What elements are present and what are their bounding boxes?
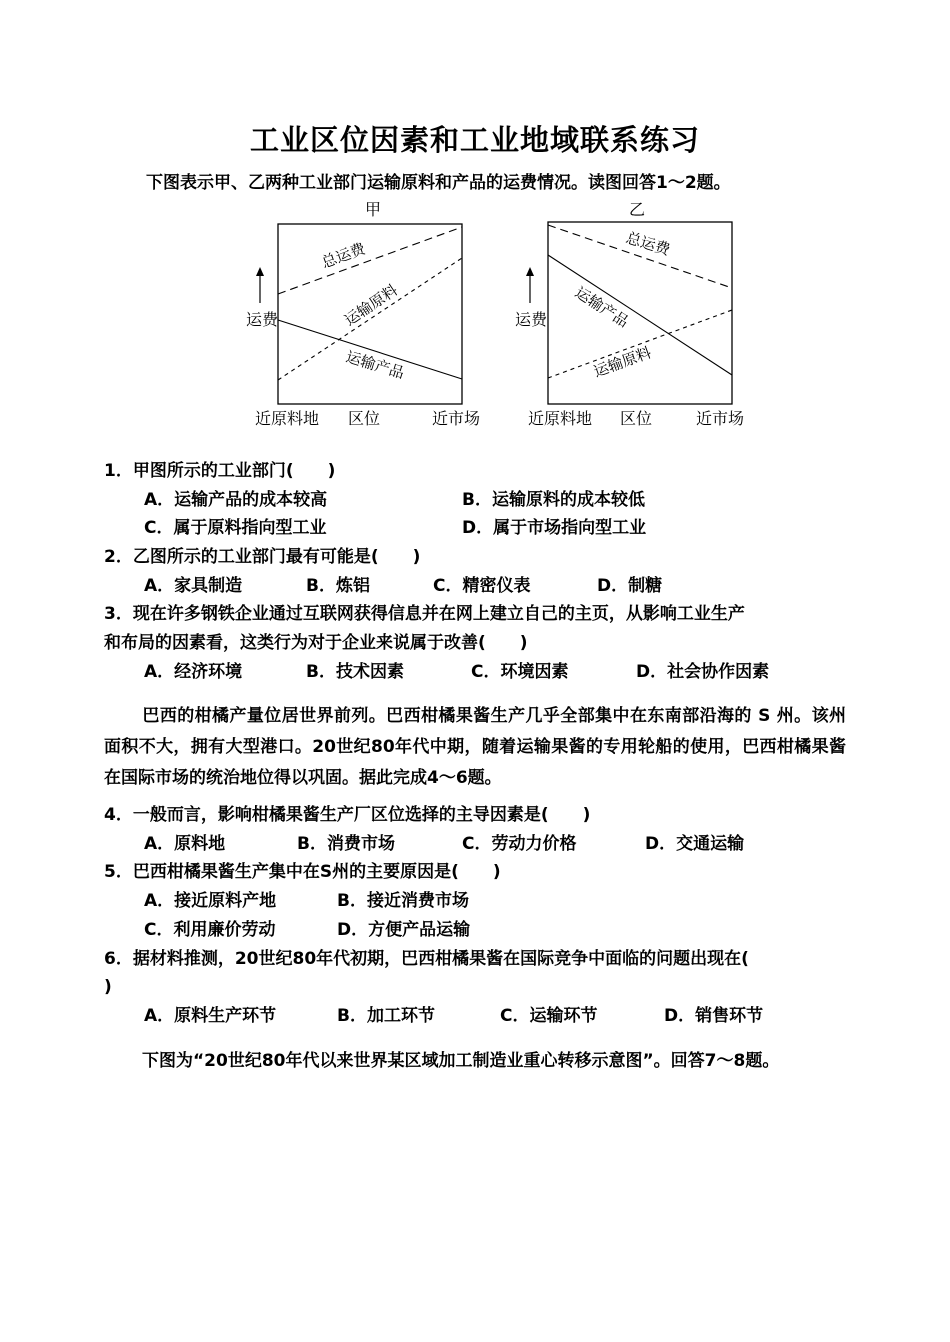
jia-y-axis-label: 运费 <box>245 310 279 329</box>
intro-text-3 <box>104 1046 846 1077</box>
q3-option-a: A．经济环境 <box>144 662 243 682</box>
intro-text-3-content: 下图为“20世纪80年代以来世界某区域加工制造业重心转移示意图”。回答7～8题。 <box>142 1051 780 1071</box>
q6-stem-line-1: 6．据材料推测，20世纪80年代初期，巴西柑橘果酱在国际竞争中面临的问题出现在( <box>104 949 749 969</box>
q3-option-c: C．环境因素 <box>471 662 569 682</box>
yi-total-cost-label: 总运费 <box>623 228 673 259</box>
q2-option-c: C．精密仪表 <box>433 576 531 596</box>
q6-option-b: B．加工环节 <box>337 1006 435 1026</box>
q2-option-b: B．炼铝 <box>306 576 370 596</box>
intro-text-1: 下图表示甲、乙两种工业部门运输原料和产品的运费情况。读图回答1～2题。 <box>146 173 731 193</box>
yi-x-label-raw: 近原料地 <box>527 409 593 428</box>
q5-option-c: C．利用廉价劳动 <box>144 920 276 940</box>
q3-option-d: D．社会协作因素 <box>636 662 770 682</box>
q6-option-a: A．原料生产环节 <box>144 1006 277 1026</box>
q3-option-b: B．技术因素 <box>306 662 404 682</box>
yi-product-label: 运输产品 <box>571 283 632 332</box>
page-title: 工业区位因素和工业地域联系练习 <box>249 123 700 157</box>
chart-yi-label: 乙 <box>628 200 646 219</box>
q5-option-a: A．接近原料产地 <box>144 891 277 911</box>
q2-option-d: D．制糖 <box>597 576 663 596</box>
q6-option-d: D．销售环节 <box>664 1006 764 1026</box>
jia-product-label: 运输产品 <box>343 347 407 383</box>
q6-option-c: C．运输环节 <box>500 1006 598 1026</box>
jia-raw-material-label: 运输原料 <box>341 280 401 330</box>
q5-stem: 5．巴西柑橘果酱生产集中在S州的主要原因是( ) <box>104 862 501 882</box>
q1-option-a: A．运输产品的成本较高 <box>144 490 328 510</box>
yi-y-arrow-head <box>526 267 534 276</box>
yi-x-label-market: 近市场 <box>695 409 745 428</box>
q4-option-a: A．原料地 <box>144 834 226 854</box>
q2-option-a: A．家具制造 <box>144 576 243 596</box>
yi-x-label-location: 区位 <box>619 409 653 428</box>
yi-raw-material-line <box>548 310 732 381</box>
q1-stem: 1．甲图所示的工业部门( ) <box>104 461 336 481</box>
chart-jia <box>246 200 480 428</box>
q6-stem-line-2: ) <box>104 977 112 997</box>
passage-brazil-citrus-text: 巴西的柑橘产量位居世界前列。巴西柑橘果酱生产几乎全部集中在东南部沿海的 S 州。该州面积不大，拥有大型港口。20世纪80年代中期，随着运输果酱的专用轮船的使用，巴西柑橘果酱在国际市场的统治地位得以巩固。据此完成4～6题。 <box>104 706 846 788</box>
yi-raw-material-label: 运输原料 <box>591 343 654 381</box>
jia-y-arrow-head <box>256 267 264 276</box>
q2-stem: 2．乙图所示的工业部门最有可能是( ) <box>104 547 421 567</box>
q4-stem: 4．一般而言，影响柑橘果酱生产厂区位选择的主导因素是( ) <box>104 805 591 825</box>
q1-option-c: C．属于原料指向型工业 <box>144 518 327 538</box>
jia-total-cost-label: 总运费 <box>319 239 368 272</box>
jia-x-label-market: 近市场 <box>431 409 481 428</box>
q4-option-b: B．消费市场 <box>297 834 395 854</box>
q5-option-d: D．方便产品运输 <box>337 920 471 940</box>
chart-jia-label: 甲 <box>364 200 382 219</box>
freight-cost-figure <box>230 198 790 438</box>
q5-option-b: B．接近消费市场 <box>337 891 469 911</box>
q1-option-b: B．运输原料的成本较低 <box>462 490 645 510</box>
q4-option-c: C．劳动力价格 <box>462 834 577 854</box>
jia-total-cost-line <box>278 227 462 294</box>
q3-stem-line-2: 和布局的因素看，这类行为对于企业来说属于改善( ) <box>104 633 528 653</box>
jia-x-label-location: 区位 <box>347 409 381 428</box>
passage-brazil-citrus <box>104 701 846 794</box>
q3-stem-line-1: 3．现在许多钢铁企业通过互联网获得信息并在网上建立自己的主页，从影响工业生产 <box>104 604 745 624</box>
jia-x-label-raw: 近原料地 <box>254 409 320 428</box>
q4-option-d: D．交通运输 <box>645 834 745 854</box>
yi-y-axis-label: 运费 <box>514 310 548 329</box>
q1-option-d: D．属于市场指向型工业 <box>462 518 647 538</box>
chart-yi <box>515 200 744 428</box>
